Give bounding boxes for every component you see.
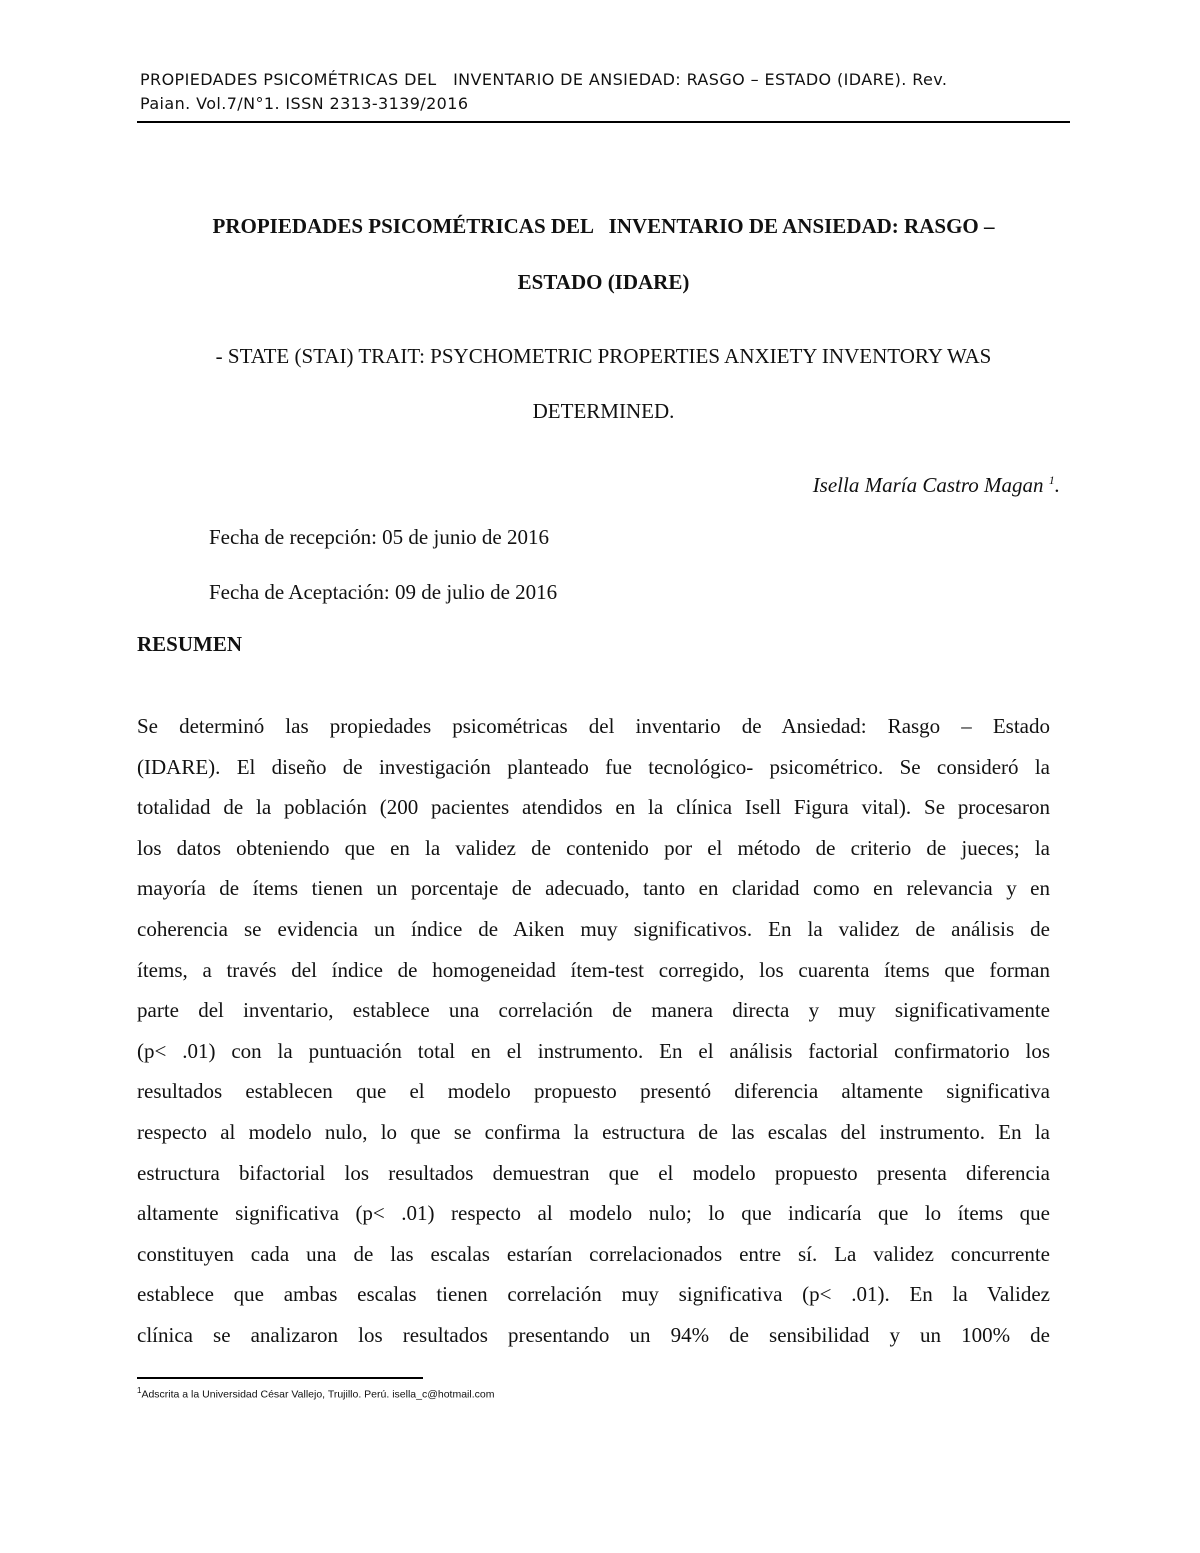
running-header-line-2: Paian. Vol.7/N°1. ISSN 2313-3139/2016	[140, 94, 469, 113]
abstract-body	[137, 706, 1050, 1356]
abstract-line: mayoría de ítems tienen un porcentaje de adecuado, tanto en claridad como en relevancia y en	[137, 876, 1050, 901]
author-footnote-marker[interactable]: 1	[1048, 473, 1055, 487]
abstract-line: resultados establecen que el modelo propuesto presentó diferencia altamente significativa	[137, 1079, 1050, 1104]
paper-title-line-2: ESTADO (IDARE)	[517, 270, 690, 294]
abstract-line: altamente significativa (p< .01) respecto al modelo nulo; lo que indicaría que lo ítems que	[137, 1201, 1050, 1226]
accepted-date: Fecha de Aceptación: 09 de julio de 2016	[209, 580, 558, 604]
abstract-line: respecto al modelo nulo, lo que se confirma la estructura de las escalas del instrumento. En la	[137, 1119, 1050, 1144]
running-header-line-1: PROPIEDADES PSICOMÉTRICAS DEL INVENTARIO DE ANSIEDAD: RASGO – ESTADO (IDARE). Rev.	[140, 70, 948, 89]
received-date: Fecha de recepción: 05 de junio de 2016	[209, 525, 549, 549]
english-title-line-2: DETERMINED.	[532, 399, 675, 423]
footnote-marker: 1	[137, 1386, 142, 1395]
abstract-line: clínica se analizaron los resultados presentando un 94% de sensibilidad y un 100% de	[137, 1322, 1050, 1347]
running-header	[140, 68, 1070, 116]
footnote	[137, 1386, 494, 1401]
abstract-line: parte del inventario, establece una correlación de manera directa y muy significativamente	[137, 998, 1050, 1023]
abstract-line: Se determinó las propiedades psicométricas del inventario de Ansiedad: Rasgo – Estado	[137, 714, 1050, 738]
footnote-text: Adscrita a la Universidad César Vallejo, Trujillo. Perú. isella_c@hotmail.com	[141, 1388, 495, 1401]
abstract-line: constituyen cada una de las escalas estarían correlacionados entre sí. La validez concurrente	[137, 1241, 1050, 1266]
abstract-line: estructura bifactorial los resultados demuestran que el modelo propuesto presenta diferencia	[137, 1160, 1050, 1185]
abstract-line: (p< .01) con la puntuación total en el instrumento. En el análisis factorial confirmatorio los	[137, 1038, 1050, 1063]
paper-title-line-1: PROPIEDADES PSICOMÉTRICAS DEL INVENTARIO DE ANSIEDAD: RASGO –	[212, 214, 995, 238]
abstract-line: los datos obteniendo que en la validez de contenido por el método de criterio de jueces; la	[137, 835, 1050, 860]
abstract-line: (IDARE). El diseño de investigación planteado fue tecnológico- psicométrico. Se consideró la	[137, 754, 1050, 779]
footnote-rule	[137, 1377, 423, 1379]
author-suffix: .	[1054, 473, 1060, 497]
header-rule	[137, 121, 1070, 123]
english-title-line-1: - STATE (STAI) TRAIT: PSYCHOMETRIC PROPERTIES ANXIETY INVENTORY WAS	[215, 344, 992, 368]
abstract-line: totalidad de la población (200 pacientes atendidos en la clínica Isell Figura vital). Se procesaron	[137, 795, 1050, 820]
abstract-line: establece que ambas escalas tienen correlación muy significativa (p< .01). En la Validez	[137, 1282, 1050, 1307]
abstract-heading: RESUMEN	[137, 632, 243, 656]
abstract-line: ítems, a través del índice de homogeneidad ítem-test corregido, los cuarenta ítems que forman	[137, 957, 1050, 982]
abstract-line: coherencia se evidencia un índice de Aiken muy significativos. En la validez de análisis de	[137, 916, 1050, 941]
author-name: Isella María Castro Magan	[812, 473, 1044, 497]
author	[813, 473, 1060, 498]
